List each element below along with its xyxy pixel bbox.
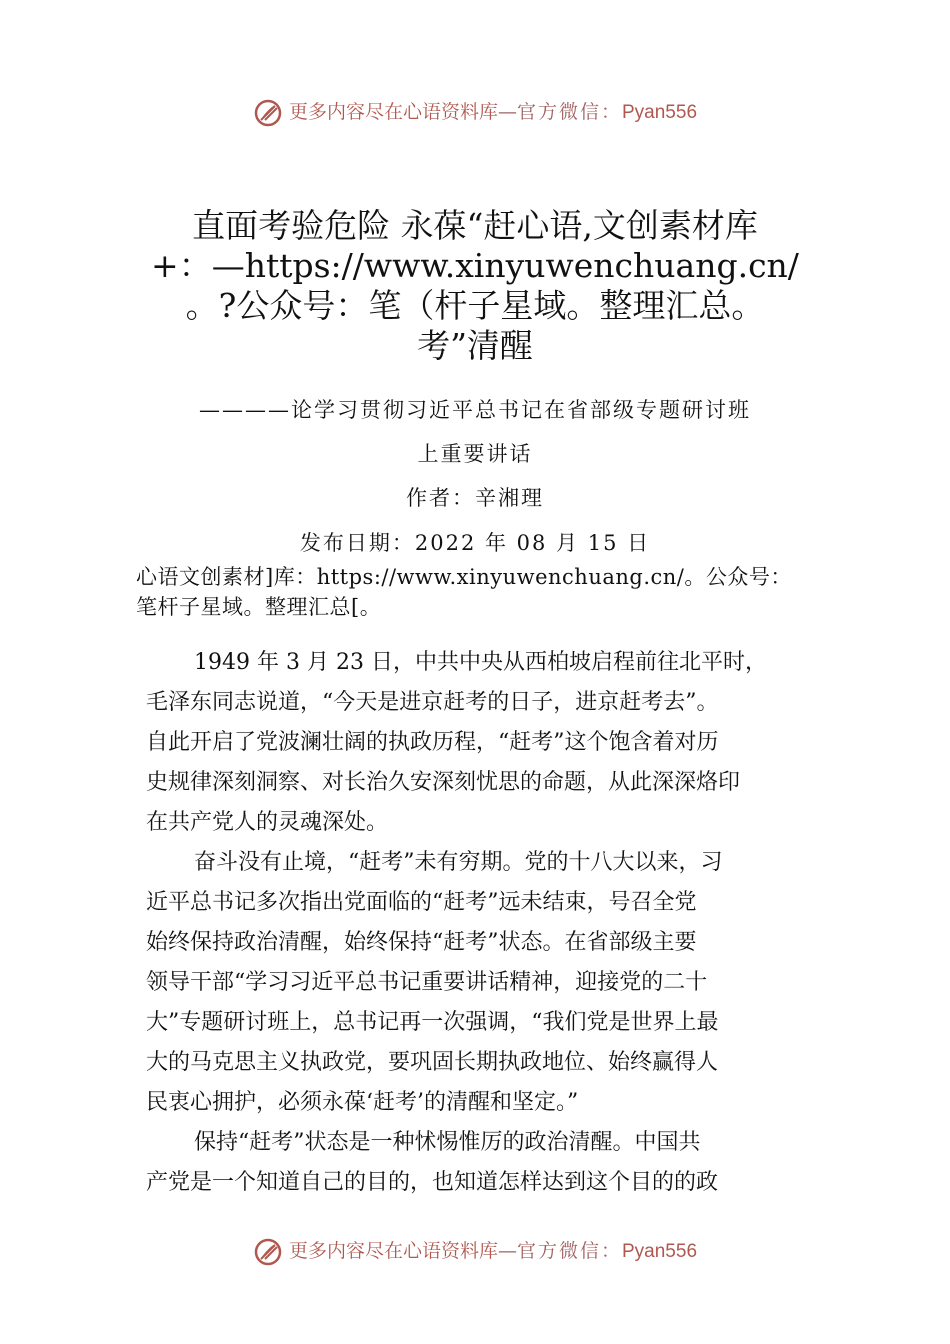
quill-logo-icon	[253, 1237, 283, 1267]
banner-text: 更多内容尽在心语资料库	[288, 101, 498, 123]
footer-banner	[0, 1236, 950, 1267]
body-line: 保持“赶考”状态是一种怵惕惟厉的政治清醒。中国共	[194, 1130, 701, 1155]
document-title	[150, 206, 800, 366]
article-body	[146, 643, 806, 1203]
body-line: 1949 年 3 月 23 日，中共中央从西柏坡启程前往北平时，	[194, 650, 767, 675]
subtitle-line-1: ————论学习贯彻习近平总书记在省部级专题研讨班	[199, 398, 751, 422]
body-line: 大的马克思主义执政党，要巩固长期执政地位、始终赢得人	[146, 1050, 719, 1075]
title-line-2: +：—https://www.xinyuwenchuang.cn/	[151, 246, 799, 285]
body-line: 自此开启了党波澜壮阔的执政历程，“赶考”这个饱含着对历	[146, 730, 719, 755]
banner-wechat-label: 官方微信：	[516, 1240, 622, 1262]
header-banner	[0, 97, 950, 128]
body-line: 近平总书记多次指出党面临的“赶考”远未结束，号召全党	[146, 890, 697, 915]
title-line-1: 直面考验危险 永葆“赶心语,文创素材库	[192, 206, 758, 245]
watermark-line-2: 笔杆子星域。整理汇总[。	[136, 595, 382, 619]
body-line: 始终保持政治清醒，始终保持“赶考”状态。在省部级主要	[146, 930, 697, 955]
body-line: 毛泽东同志说道，“今天是进京赶考的日子，进京赶考去”。	[146, 690, 719, 715]
body-line: 民衷心拥护，必须永葆‘赶考’的清醒和坚定。”	[146, 1090, 579, 1115]
banner-text: 更多内容尽在心语资料库	[288, 1240, 498, 1262]
title-line-4: 考”清醒	[417, 326, 533, 365]
body-line: 大”专题研讨班上，总书记再一次强调，“我们党是世界上最	[146, 1010, 719, 1035]
quill-logo-icon	[253, 98, 283, 128]
banner-wechat-id: Pyan556	[622, 1241, 698, 1262]
banner-separator: —	[497, 1240, 517, 1262]
banner-wechat-id: Pyan556	[622, 102, 698, 123]
publish-date: 发布日期：2022 年 08 月 15 日	[299, 531, 651, 555]
subtitle-line-2: 上重要讲话	[417, 442, 533, 466]
body-line: 奋斗没有止境，“赶考”未有穷期。党的十八大以来，习	[194, 850, 723, 875]
banner-separator: —	[497, 101, 517, 123]
title-line-3: 。?公众号：笔（杆子星域。整理汇总。	[185, 286, 765, 325]
watermark-line-1: 心语文创素材]库：https://www.xinyuwenchuang.cn/。公众号：	[136, 565, 792, 589]
banner-wechat-label: 官方微信：	[516, 101, 622, 123]
body-line: 史规律深刻洞察、对长治久安深刻忧思的命题，从此深深烙印	[146, 770, 741, 795]
author: 作者：辛湘理	[406, 486, 544, 510]
body-line: 领导干部“学习习近平总书记重要讲话精神，迎接党的二十	[146, 970, 708, 995]
body-line: 产党是一个知道自己的目的，也知道怎样达到这个目的的政	[146, 1170, 719, 1195]
body-line: 在共产党人的灵魂深处。	[146, 810, 389, 835]
